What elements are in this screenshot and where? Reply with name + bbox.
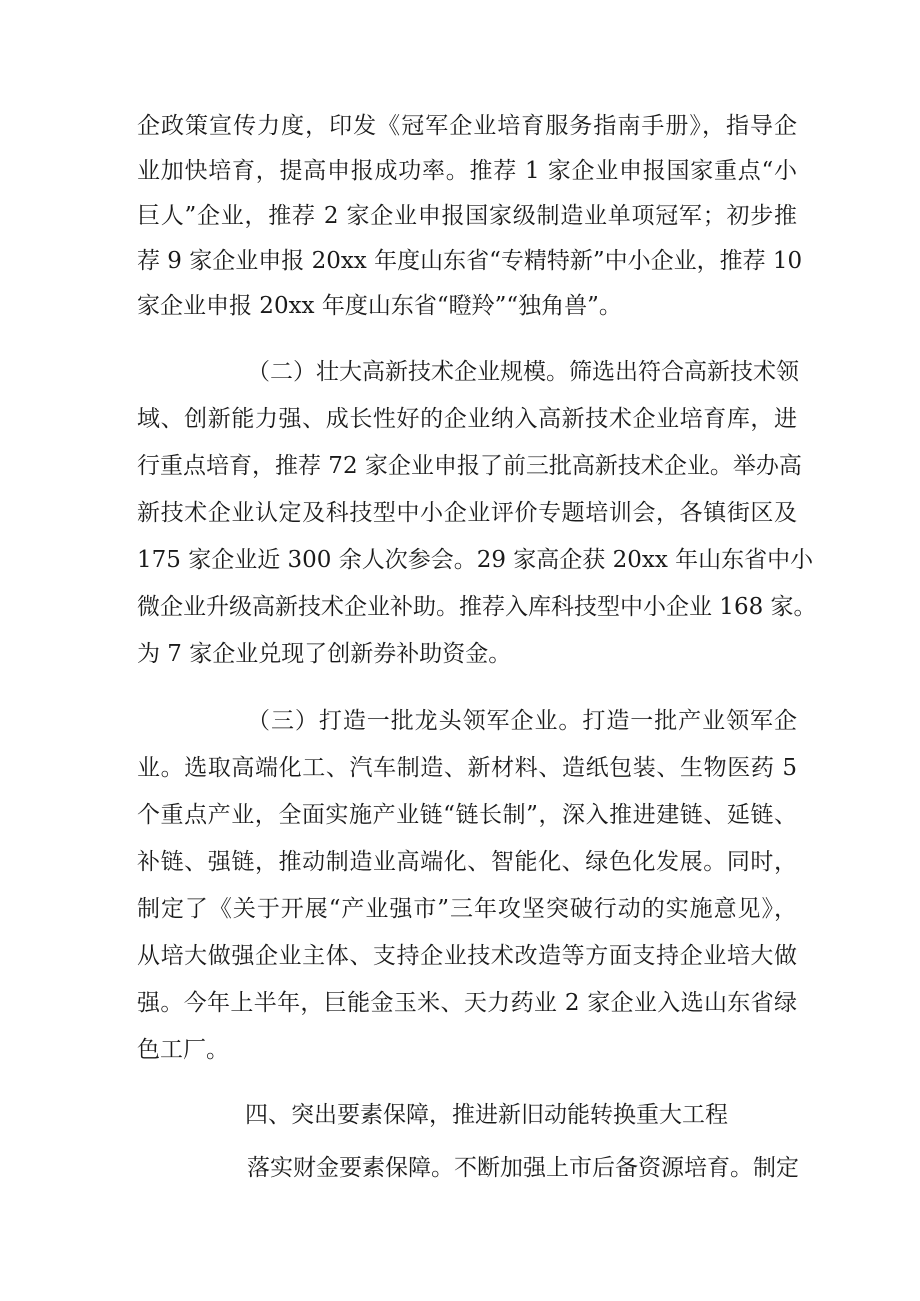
paragraph-3-line-8: 色工厂。: [137, 1037, 229, 1063]
paragraph-2-line-1: （二）壮大高新技术企业规模。筛选出符合高新技术领: [247, 359, 799, 385]
paragraph-3-line-7: 强。今年上半年，巨能金玉米、天力药业 2 家企业入选山东省绿: [137, 990, 797, 1016]
paragraph-1-line-3: 巨人”企业，推荐 2 家企业申报国家级制造业单项冠军；初步推: [137, 203, 797, 229]
paragraph-2-line-4: 新技术企业认定及科技型中小企业评价专题培训会，各镇街区及: [137, 500, 797, 526]
paragraph-3-line-4: 补链、强链，推动制造业高端化、智能化、绿色化发展。同时，: [137, 849, 797, 875]
paragraph-2-line-2: 域、创新能力强、成长性好的企业纳入高新技术企业培育库，进: [137, 406, 797, 432]
section-heading-4: 四、突出要素保障，推进新旧动能转换重大工程: [245, 1102, 728, 1128]
paragraph-3-line-6: 从培大做强企业主体、支持企业技术改造等方面支持企业培大做: [137, 943, 797, 969]
paragraph-4-line-1: 落实财金要素保障。不断加强上市后备资源培育。制定: [247, 1155, 799, 1181]
paragraph-1-line-1: 企政策宣传力度，印发《冠军企业培育服务指南手册》，指导企: [137, 113, 797, 139]
paragraph-2-line-6: 微企业升级高新技术企业补助。推荐入库科技型中小企业 168 家。: [137, 594, 817, 620]
paragraph-1-line-4: 荐 9 家企业申报 20xx 年度山东省“专精特新”中小企业，推荐 10: [137, 248, 803, 274]
paragraph-3-line-3: 个重点产业，全面实施产业链“链长制”，深入推进建链、延链、: [137, 802, 797, 828]
paragraph-1-line-2: 业加快培育，提高申报成功率。推荐 1 家企业申报国家重点“小: [137, 158, 797, 184]
paragraph-2-line-5: 175 家企业近 300 余人次参会。29 家高企获 20xx 年山东省中小: [137, 547, 814, 573]
paragraph-3-line-5: 制定了《关于开展“产业强市”三年攻坚突破行动的实施意见》，: [137, 896, 797, 922]
paragraph-3-line-2: 业。选取高端化工、汽车制造、新材料、造纸包装、生物医药 5: [137, 755, 797, 781]
paragraph-2-line-3: 行重点培育，推荐 72 家企业申报了前三批高新技术企业。举办高: [137, 453, 802, 479]
paragraph-1-line-5: 家企业申报 20xx 年度山东省“瞪羚”“独角兽”。: [137, 293, 622, 319]
paragraph-3-line-1: （三）打造一批龙头领军企业。打造一批产业领军企: [247, 708, 797, 734]
paragraph-2-line-7: 为 7 家企业兑现了创新券补助资金。: [137, 641, 512, 667]
